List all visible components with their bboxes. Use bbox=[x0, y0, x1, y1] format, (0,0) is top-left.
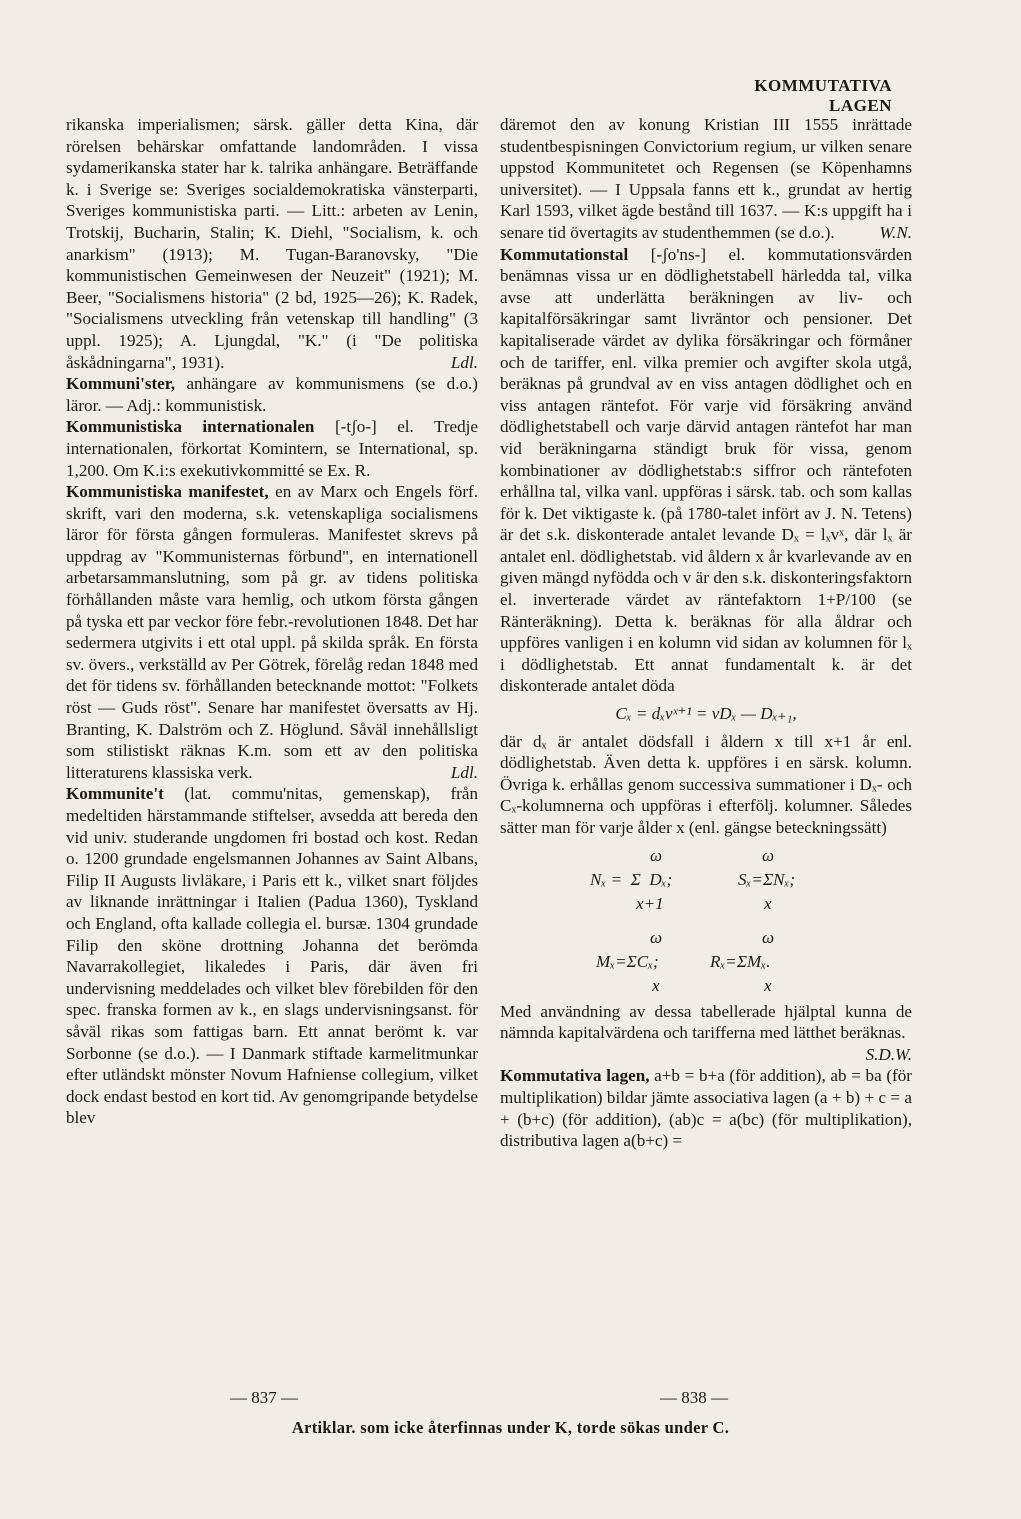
body-text: en av Marx och Engels förf. skrift, vari den moderna, s.k. vetenskapliga socialismens läror för första gången formuleras. Manifestet skrevs på uppdrag av "Kommunisternas förbund", en internationell arbetarsammanslutning, som på gr. av tidens politiska förhållanden måste vara hemlig, och utkom första gången på tyska ett par veckor före febr.-revolutionen 1848. Det har sedermera utgivits i ett otal uppl. på skilda språk. En första sv. övers., verkställd av Per Götrek, förelåg redan 1848 med det för tidens sv. förhållanden betecknande mottot: "Folkets röst — Guds röst". Senare har manifestet översatts av Hj. Branting, K. Dalström och Z. Höglund. Såväl innehållsligt som stilistiskt räknas K.m. som ett av den politiska litteraturens klassiska verk. bbox=[66, 482, 478, 782]
headword: Kommuni'ster, bbox=[66, 374, 176, 394]
right-column bbox=[500, 114, 912, 1152]
paragraph bbox=[500, 731, 912, 839]
entry-kommutationstal bbox=[500, 244, 912, 697]
headword: Kommunistiska manifestet, bbox=[66, 482, 269, 502]
entry-kommunistiska-internationalen bbox=[66, 416, 478, 481]
author-signature: W.N. bbox=[879, 222, 912, 242]
headword: Kommutativa lagen, bbox=[500, 1066, 650, 1086]
author-signature: Ldl. bbox=[450, 762, 478, 782]
formula-lower-limit: x bbox=[764, 893, 772, 913]
page-footer-note: Artiklar. som icke återfinnas under K, torde sökas under C. bbox=[291, 1418, 730, 1437]
body-text: (lat. commu'nitas, gemenskap), från medeltiden härstammande stiftelser, avsedda att bereda den vid univ. studerande ungdomen fri bostad och kost. Redan o. 1200 grundade engelsmannen Johannes av Saint Albans, Filip II Augusts livläkare, i Paris ett k., vilket snart följdes av liknande inrättningar i Italien (Padua 1360), Tyskland och England, ofta kallade collegia el. bursæ. 1304 grundade Filip den sköne drottning Johanna det berömda Navarrakollegiet, likaledes i Paris, där även fri undervisning meddelades och vilket blev förebilden för den spec. franska formen av k., en slags undervisningsanst. för såväl rikas som fattigas barn. Ett annat berömt k. var Sorbonne (se d.o.). — I Danmark stiftade karmelitmunkar efter utländskt mönster Novum Hafniense collegium, vilket dock endast bestod en kort tid. Av genomgripande betydelse blev bbox=[66, 784, 478, 1128]
entry-kommutativa-lagen bbox=[500, 1065, 912, 1151]
body-text: däremot den av konung Kristian III 1555 inrättade studentbespisningen Convictorium regium, ur vilken senare uppstod Kommunitetet och Regensen (se Köpenhamns universitet). — I Uppsala fanns ett k., grundat av hertig Karl 1593, vilket ägde bestånd till 1637. — K:s uppgift ha i senare tid övertagits av studenthemmen (se d.o.). bbox=[500, 115, 912, 242]
headword: Kommutationstal bbox=[500, 244, 629, 264]
formula-mx: Mₓ=ΣCₓ; bbox=[596, 951, 659, 971]
formula-upper-limit: ω bbox=[650, 927, 663, 947]
formula-upper-limit: ω bbox=[762, 845, 775, 865]
paragraph bbox=[500, 114, 912, 244]
body-text: Med användning av dessa tabellerade hjälptal kunna de nämnda kapitalvärdena och tarifferna med lätthet beräknas. bbox=[500, 1001, 912, 1043]
body-text: där dₓ är antalet dödsfall i åldern x till x+1 år enl. dödlighetstab. Även detta k. uppföres i en särsk. kolumn. Övriga k. erhållas genom successiva summationer i Dₓ- och Cₓ-kolumnerna och uppföras i efterfölj. kolumner. Således sätter man för varje ålder x (enl. gängse beteckningssätt) bbox=[500, 731, 912, 837]
entry-kommunitet bbox=[66, 783, 478, 1129]
formula-lower-limit: x+1 bbox=[636, 893, 664, 913]
entry-kommunister bbox=[66, 373, 478, 416]
formula-upper-limit: ω bbox=[762, 927, 775, 947]
running-head: KOMMUTATIVA LAGEN bbox=[754, 76, 892, 115]
author-signature: Ldl. bbox=[450, 352, 478, 372]
headword: Kommunistiska internationalen bbox=[66, 417, 315, 437]
author-signature: S.D.W. bbox=[865, 1044, 912, 1064]
formula-rx: Rₓ=ΣMₓ. bbox=[710, 951, 771, 971]
formula-nx: Nₓ = Σ Dₓ; bbox=[590, 869, 673, 889]
formula-summations bbox=[500, 843, 912, 993]
formula-lower-limit: x bbox=[764, 975, 772, 995]
body-text: rikanska imperialismen; särsk. gäller detta Kina, där rörelsen behärskar omfattande landområden. I vissa sydamerikanska stater har k. talrika anhängare. Beträffande k. i Sverige se: Sveriges socialdemokratiska vänsterparti, Sveriges kommunistiska parti. — Litt.: arbeten av Lenin, Trotskij, Bucharin, Stalin; K. Diehl, "Socialism, k. och anarkism" (1913); M. Tugan-Baranovsky, "Die kommunistischen Gemeinwesen der Neuzeit" (1921); M. Beer, "Socialismens historia" (2 bd, 1925—26); K. Radek, "Socialismens utveckling från vetenskap till handling" (3 uppl. 1925); A. Ljungdal, "K." (i "De politiska åskådningarna", 1931). bbox=[66, 115, 478, 372]
headword: Kommunite't bbox=[66, 784, 164, 804]
paragraph bbox=[66, 114, 478, 373]
body-text: [-ʃo'ns-] el. kommutationsvärden benämnas vissa ur en dödlighetstabell härledda tal, vilka avse att underlätta beräkningen av liv- och kapitalförsäkringar samt livräntor och pensioner. Det kapitaliserade värdet av dylika försäkringar och förmåner och de tariffer, enl. vilka premier och avgifter skola utgå, beräknas på grundval av en viss antagen dödlighet och en viss antagen räntefot. För varje vid försäkring använd dödlighetstabell och varje därvid antagen räntefot har man vid beräkningarna ständigt bruk för vissa, genom kombinationer av dödlighetstab:s siffror och räntefoten erhållna tal, vilka vanl. uppföras i särsk. tab. och som kallas för k. Det viktigaste k. (på 1780-talet infört av J. N. Tetens) är det s.k. diskonterade antalet levande Dₓ = lₓvˣ, bbox=[500, 244, 912, 545]
body-text: a+b = b+a (för addition), ab = ba (för multiplikation) bildar jämte associativa lagen (a + b) + c = a + (b+c) (för addition), (ab)c = a(bc) (för multiplikation), distributiva lagen a(b+c) = bbox=[500, 1066, 912, 1151]
page-number-left: — 837 — bbox=[230, 1388, 298, 1407]
left-column bbox=[66, 114, 478, 1129]
formula-cx: Cₓ = dₓvˣ⁺¹ = vDₓ — Dₓ₊₁, bbox=[615, 704, 797, 724]
body-text: [-tʃo-] el. Tredje internationalen, förkortat Komintern, se International, sp. 1,200. Om K.i:s exekutivkommitté se Ex. R. bbox=[66, 417, 479, 480]
formula-sx: Sₓ=ΣNₓ; bbox=[738, 869, 796, 889]
formula-upper-limit: ω bbox=[650, 845, 663, 865]
body-text: där lₓ är antalet enl. dödlighetstab. vid åldern x år kvarlevande av en given mängd nyfödda och v är den s.k. diskonteringsfaktorn el. inverterade värdet av räntefaktorn 1+P/100 (se Ränteräkning). Detta k. beräknas för alla åldrar och uppföres vanligen i en kolumn vid sidan av kolumnen för lₓ i dödlighetstab. Ett annat fundamentalt k. är det diskonterade antalet döda bbox=[500, 525, 912, 696]
paragraph bbox=[500, 1001, 912, 1064]
page-number-right: — 838 — bbox=[660, 1388, 728, 1407]
entry-kommunistiska-manifestet bbox=[66, 481, 478, 783]
formula-lower-limit: x bbox=[652, 975, 660, 995]
body-text: anhängare av kommunismens (se d.o.) läror. — Adj.: kommunistisk. bbox=[66, 374, 478, 415]
